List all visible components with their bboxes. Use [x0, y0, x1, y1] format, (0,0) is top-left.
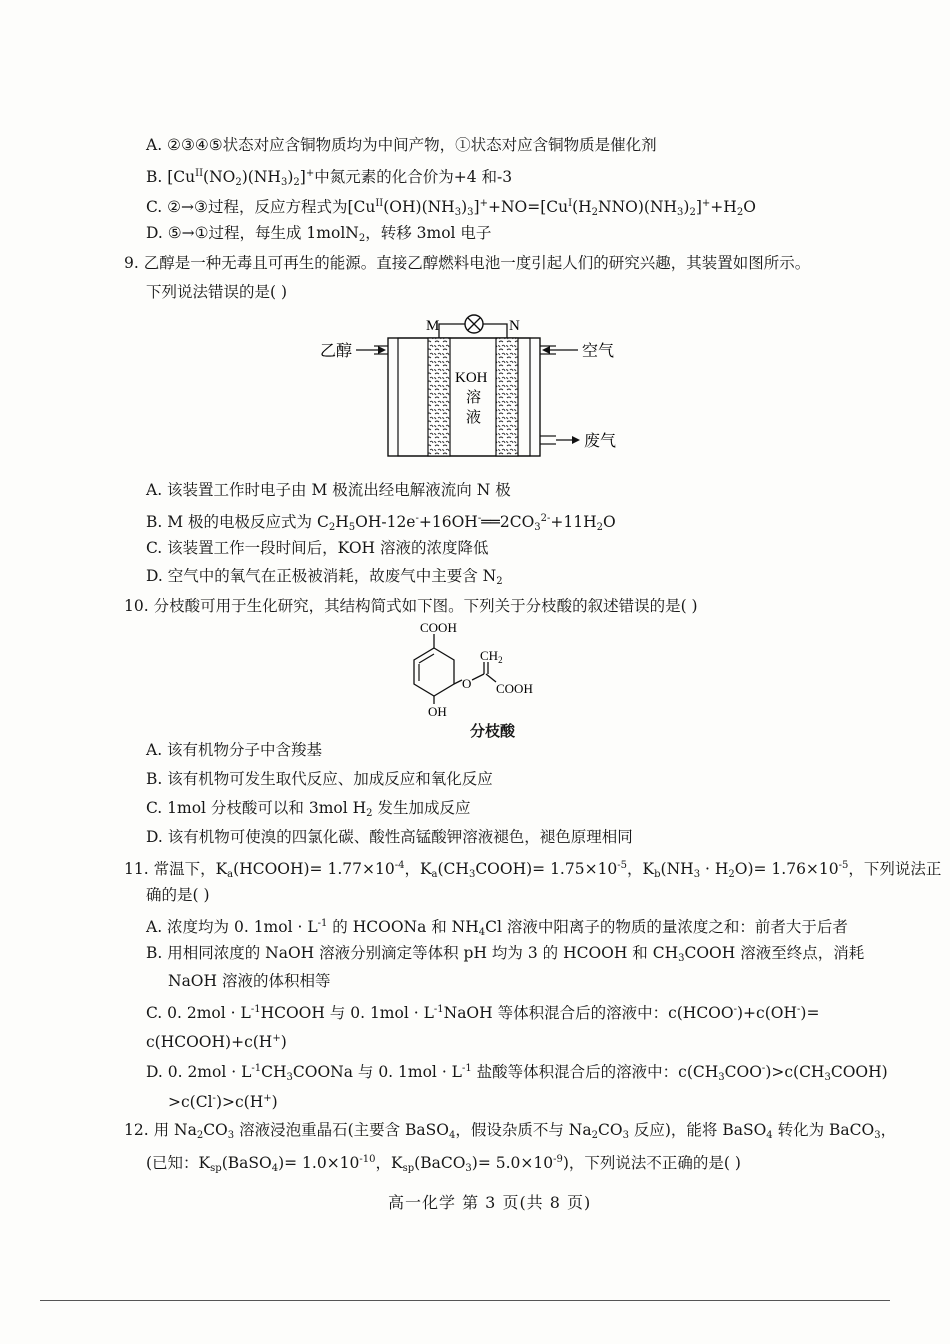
- label-rong: 溶: [466, 388, 482, 406]
- q10-option-b: B. 该有机物可发生取代反应、加成反应和氧化反应: [146, 770, 493, 788]
- q12-stem-line1: 12. 用 $Na_2CO_3$ 溶液浸泡重晶石(主要含 BaSO$_4$，假设杂质不与 $Na_2CO_3$ 反应)，能将 BaSO$_4$ 转化为 BaCO$_3$，: [124, 1121, 897, 1141]
- bottom-scan-edge: [40, 1300, 890, 1301]
- q8-option-d: D. ⑤→①过程，每生成 1molN$_2$，转移 3mol 电子: [146, 224, 492, 244]
- q11-option-b-line1: B. 用相同浓度的 NaOH 溶液分别滴定等体积 pH 均为 3 的 HCOOH 和 $CH_3COOH$ 溶液至终点，消耗: [146, 944, 865, 964]
- q8-option-a: A. ②③④⑤状态对应含铜物质均为中间产物，①状态对应含铜物质是催化剂: [146, 136, 657, 154]
- q11-option-c-line2: c(HCOOH)+c(H+): [146, 1033, 287, 1051]
- label-o: O: [462, 676, 472, 691]
- chorismic-acid-structure: [400, 618, 560, 718]
- q11-option-c-line1: C. 0. $2mol \cdot L^{-1}HCOOH$ 与 0. $1mol \cdot L^{-1}NaOH$ 等体积混合后的溶液中：c(HCOO-)+c(OH-)=: [146, 1004, 820, 1022]
- q9-option-a: A. 该装置工作时电子由 M 极流出经电解液流向 N 极: [146, 481, 511, 499]
- q9-option-c: C. 该装置工作一段时间后，KOH 溶液的浓度降低: [146, 539, 489, 557]
- structure-caption: 分枝酸: [470, 722, 516, 740]
- q11-stem-line1: 11. 常温下，$K_a(HCOOH)= 1.77\times 10^{-4}$，$K_a(CH_3COOH)= 1.75\times 10^{-5}$，$K_b(NH_3 \cdot H_2O)= 1.76\times 10^{-5}$，下列说法正: [124, 860, 942, 880]
- q11-stem-line2: 确的是( ): [146, 886, 210, 904]
- q9-option-d: D. 空气中的氧气在正极被消耗，故废气中主要含 $N_2$: [146, 567, 503, 587]
- label-oh: OH: [428, 704, 447, 719]
- q10-stem: 10. 分枝酸可用于生化研究，其结构简式如下图。下列关于分枝酸的叙述错误的是( ): [124, 597, 698, 615]
- label-air: 空气: [582, 341, 615, 360]
- q8-option-b: B. $[Cu^{II}(NO_2)(NH_3)_2]^+$中氮元素的化合价为+4 和-3: [146, 168, 513, 188]
- label-ch2: $CH_2$: [480, 648, 503, 665]
- q10-option-a: A. 该有机物分子中含羧基: [146, 741, 323, 759]
- q10-option-c: C. 1mol 分枝酸可以和 3mol $H_2$ 发生加成反应: [146, 799, 471, 819]
- label-n: N: [509, 318, 520, 334]
- exhaust-arrow-icon: [572, 436, 580, 444]
- q9-option-b: B. M 极的电极反应式为 $C_2H_5OH-12e^-+16OH^-══2CO_3^{2-}+11H_2O$: [146, 513, 616, 533]
- label-ethanol: 乙醇: [320, 341, 353, 360]
- q12-stem-line2: (已知：$K_{sp}(BaSO_4)= 1.0\times 10^{-10}$，$K_{sp}(BaCO_3)= 5.0\times 10^{-9}$)，下列说法不正确的是( ): [146, 1154, 741, 1174]
- label-cooh-right: COOH: [496, 681, 533, 696]
- page-footer: 高一化学 第 3 页(共 8 页): [388, 1193, 592, 1212]
- label-cooh-top: COOH: [420, 620, 457, 635]
- label-koh: KOH: [455, 370, 488, 386]
- q11-option-b-line2: NaOH 溶液的体积相等: [168, 972, 331, 990]
- q10-option-d: D. 该有机物可使溴的四氯化碳、酸性高锰酸钾溶液褪色，褪色原理相同: [146, 828, 633, 846]
- q9-stem-line2: 下列说法错误的是( ): [146, 283, 288, 301]
- q11-option-a: A. 浓度均为 0. $1mol \cdot L^{-1}$ 的 HCOONa 和 $NH_4Cl$ 溶液中阳离子的物质的量浓度之和：前者大于后者: [146, 918, 848, 938]
- air-arrow-icon: [542, 346, 550, 354]
- label-exhaust: 废气: [584, 431, 617, 450]
- fuel-cell-diagram: [320, 308, 660, 468]
- q11-option-d-line2: >c(Cl-)>c(H+): [168, 1093, 278, 1111]
- label-ye: 液: [466, 408, 482, 426]
- q11-option-d-line1: D. 0. $2mol \cdot L^{-1}CH_3COONa$ 与 0. $1mol \cdot L^{-1}$ 盐酸等体积混合后的溶液中：$c(CH_3COO^-)>c(CH_3COOH)$: [146, 1063, 888, 1083]
- q9-stem-line1: 9. 乙醇是一种无毒且可再生的能源。直接乙醇燃料电池一度引起人们的研究兴趣，其装置如图所示。: [124, 254, 811, 272]
- q8-option-c: C. ②→③过程，反应方程式为$[Cu^{II}(OH)(NH_3)_3]^++NO=[Cu^I(H_2NNO)(NH_3)_2]^++H_2O$: [146, 198, 756, 218]
- inlet-arrow-icon: [378, 346, 386, 354]
- label-m: M: [426, 318, 440, 334]
